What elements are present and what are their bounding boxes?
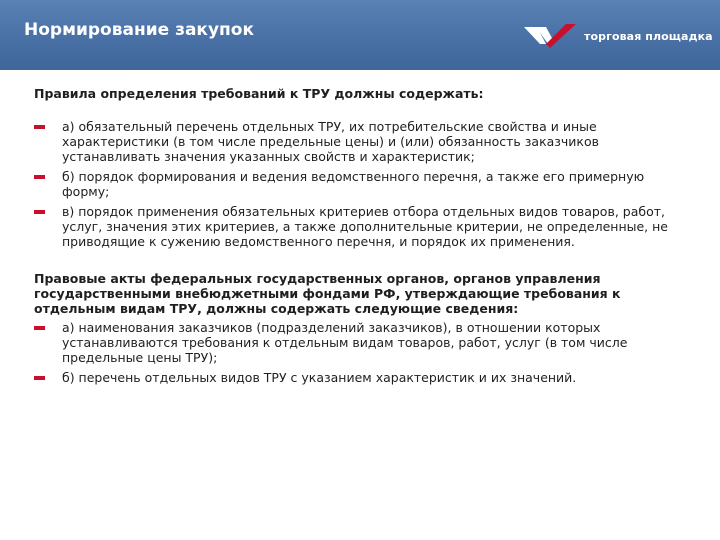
header-bar [0,0,720,70]
logo [522,18,720,54]
list-item [34,370,694,385]
list-item-text: а) обязательный перечень отдельных ТРУ, их потребительские свойства и иные характеристики (в том числе предельные цены) и (или) обязанность заказчиков устанавливать значения указанных свойств и характеристик; [62,119,599,164]
list-item [34,204,694,249]
bullet-icon [34,326,45,330]
section2-heading: Правовые акты федеральных государственных органов, органов управления государственными внебюджетными фондами РФ, утверждающие требования к отдельным видам ТРУ, должны содержать следующие сведения: [34,271,621,316]
list-item-text: б) перечень отдельных видов ТРУ с указанием характеристик и их значений. [62,370,577,385]
list-item-text: а) наименования заказчиков (подразделений заказчиков), в отношении которых устанавливаются требования к отдельным видам товаров, работ, услуг (в том числе предельные цены ТРУ); [62,320,628,365]
list-item-text: б) порядок формирования и ведения ведомственного перечня, а также его примерную форму; [62,169,645,199]
logo-text: торговая площадка [584,30,713,43]
list-item [34,320,694,365]
slide-title: Нормирование закупок [24,20,254,40]
section1-list [34,119,694,249]
list-item [34,169,694,199]
bullet-icon [34,175,45,179]
bullet-icon [34,376,45,380]
logo-icon [522,18,582,54]
section2-list [34,320,694,385]
slide-content [34,86,694,390]
section1-heading: Правила определения требований к ТРУ должны содержать: [34,86,484,101]
bullet-icon [34,125,45,129]
list-item-text: в) порядок применения обязательных критериев отбора отдельных видов товаров, работ, услуг, значения этих критериев, а также дополнительные критерии, не определенные, не приводящие к сужению ведомственного перечня, и порядок их применения. [62,204,668,249]
list-item [34,119,694,164]
bullet-icon [34,210,45,214]
